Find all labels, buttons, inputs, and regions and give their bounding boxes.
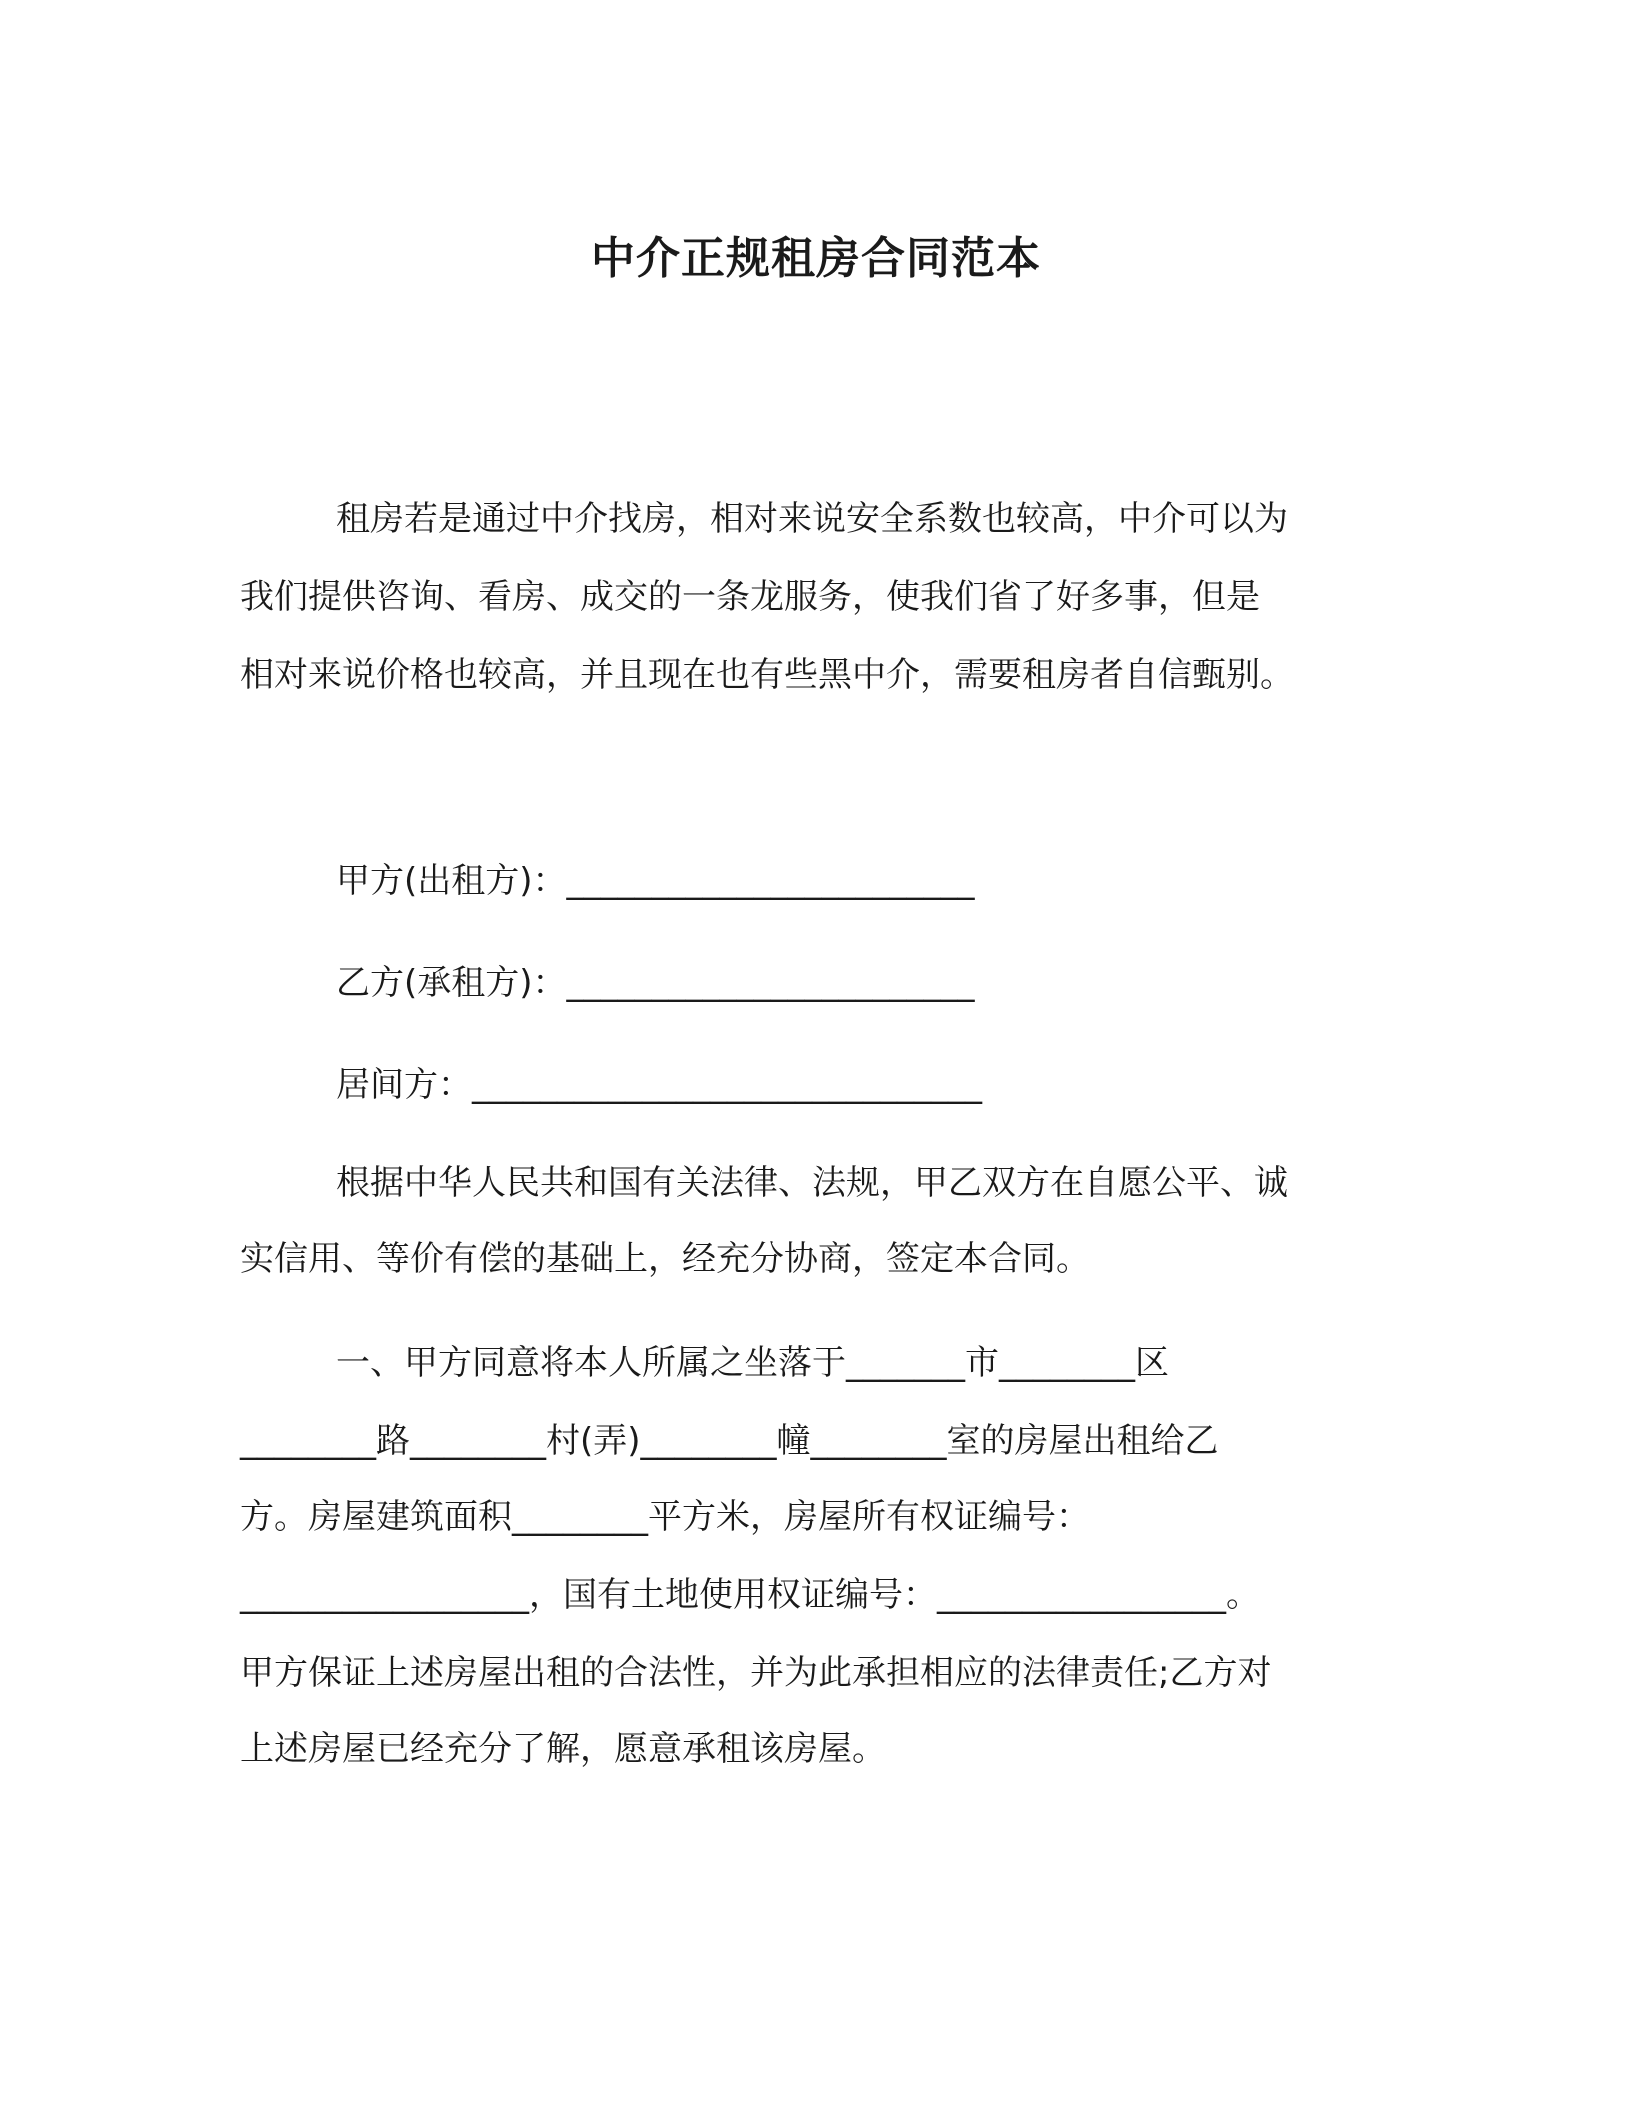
clause-1-line: ________路________村(弄)________幢________室的房屋出租给乙 [240,1421,1219,1461]
intermediary-field: 居间方：______________________________ [336,1065,982,1105]
clause-1-line: 上述房屋已经充分了解，愿意承租该房屋。 [240,1729,886,1769]
clause-1-line: 一、甲方同意将本人所属之坐落于_______市________区 [336,1343,1169,1383]
basis-line: 实信用、等价有偿的基础上，经充分协商，签定本合同。 [240,1239,1090,1279]
basis-line: 根据中华人民共和国有关法律、法规，甲乙双方在自愿公平、诚 [336,1163,1288,1203]
clause-1-line: 甲方保证上述房屋出租的合法性，并为此承担相应的法律责任;乙方对 [240,1653,1272,1693]
clause-1-line: 方。房屋建筑面积________平方米，房屋所有权证编号： [240,1497,1090,1537]
intro-line: 我们提供咨询、看房、成交的一条龙服务，使我们省了好多事，但是 [240,577,1260,617]
party-b-field: 乙方(承租方)：________________________ [336,963,975,1003]
intro-line: 租房若是通过中介找房，相对来说安全系数也较高，中介可以为 [336,499,1288,539]
clause-1-line: _________________，国有土地使用权证编号：_________________。 [240,1575,1260,1615]
intro-line: 相对来说价格也较高，并且现在也有些黑中介，需要租房者自信甄别。 [240,655,1294,695]
party-a-field: 甲方(出租方)：________________________ [336,861,975,901]
document-title: 中介正规租房合同范本 [591,233,1041,284]
